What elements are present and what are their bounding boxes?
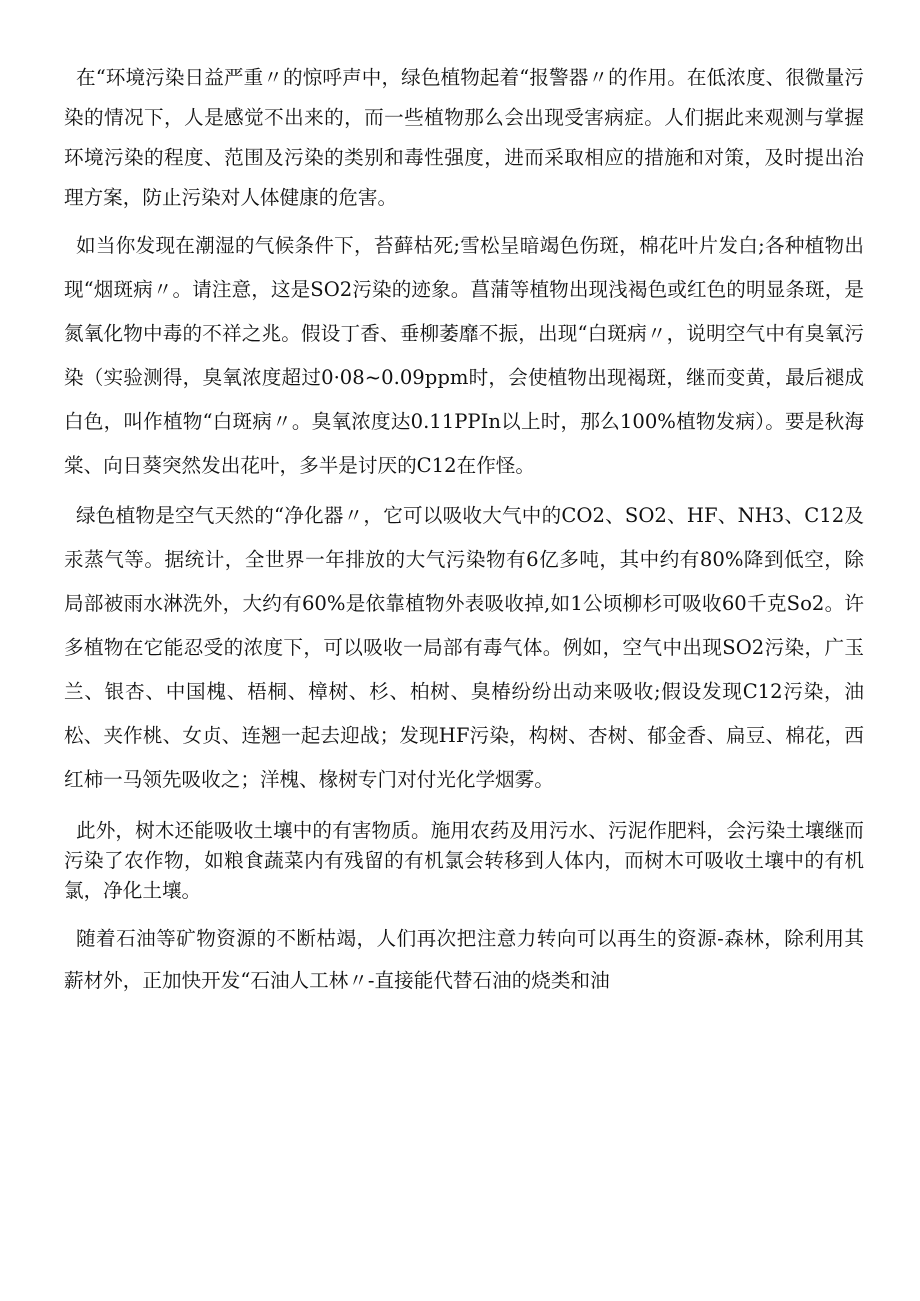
paragraph-pollution-signs: 如当你发现在潮湿的气候条件下，苔藓枯死;雪松呈暗竭色伤斑，棉花叶片发白;各种植物出现“烟斑病〃。请注意，这是SO2污染的迹象。菖蒲等植物出现浅褐色或红色的明显条斑，是氮氧化物中毒的不祥之兆。假设丁香、垂柳萎靡不振，出现“白斑病〃，说明空气中有臭氧污染（实验测得，臭氧浓度超过0·08~0.09ppm时，会使植物出现褐斑，继而变黄，最后褪成白色，叫作植物“白斑病〃。臭氧浓度达0.11PPIn以上时，那么100%植物发病）。要是秋海棠、向日葵突然发出花叶，多半是讨厌的C12在作怪。 [64,234,864,477]
document-page [64,58,864,1002]
paragraph-oil-forest: 随着石油等矿物资源的不断枯竭，人们再次把注意力转向可以再生的资源-森林，除利用其薪材外，正加快开发“石油人工林〃-直接能代替石油的烧类和油 [64,927,864,992]
paragraph-air-purifier: 绿色植物是空气天然的“净化器〃，它可以吸收大气中的CO2、SO2、HF、NH3、C12及汞蒸气等。据统计，全世界一年排放的大气污染物有6亿多吨，其中约有80%降到低空，除局部被雨水淋洗外，大约有60%是依靠植物外表吸收掉,如1公顷柳杉可吸收60千克So2。许多植物在它能忍受的浓度下，可以吸收一局部有毒气体。例如，空气中出现SO2污染，广玉兰、银杏、中国槐、梧桐、樟树、杉、柏树、臭椿纷纷出动来吸收;假设发现C12污染，油松、夹作桃、女贞、连翘一起去迎战；发现HF污染，构树、杏树、郁金香、扁豆、棉花，西红柿一马领先吸收之；洋槐、椽树专门对付光化学烟雾。 [64,504,864,791]
paragraph-soil-purification: 此外，树木还能吸收土壤中的有害物质。施用农药及用污水、污泥作肥料，会污染土壤继而污染了农作物，如粮食蔬菜内有残留的有机氯会转移到人体内，而树木可吸收土壤中的有机氯，净化土壤。 [64,819,864,902]
paragraph-plant-alarm: 在“环境污染日益严重〃的惊呼声中，绿色植物起着“报警器〃的作用。在低浓度、很微量污染的情况下，人是感觉不出来的，而一些植物那么会出现受害病症。人们据此来观测与掌握环境污染的程度、范围及污染的类别和毒性强度，进而采取相应的措施和对策，及时提出治理方案，防止污染对人体健康的危害。 [64,66,864,209]
